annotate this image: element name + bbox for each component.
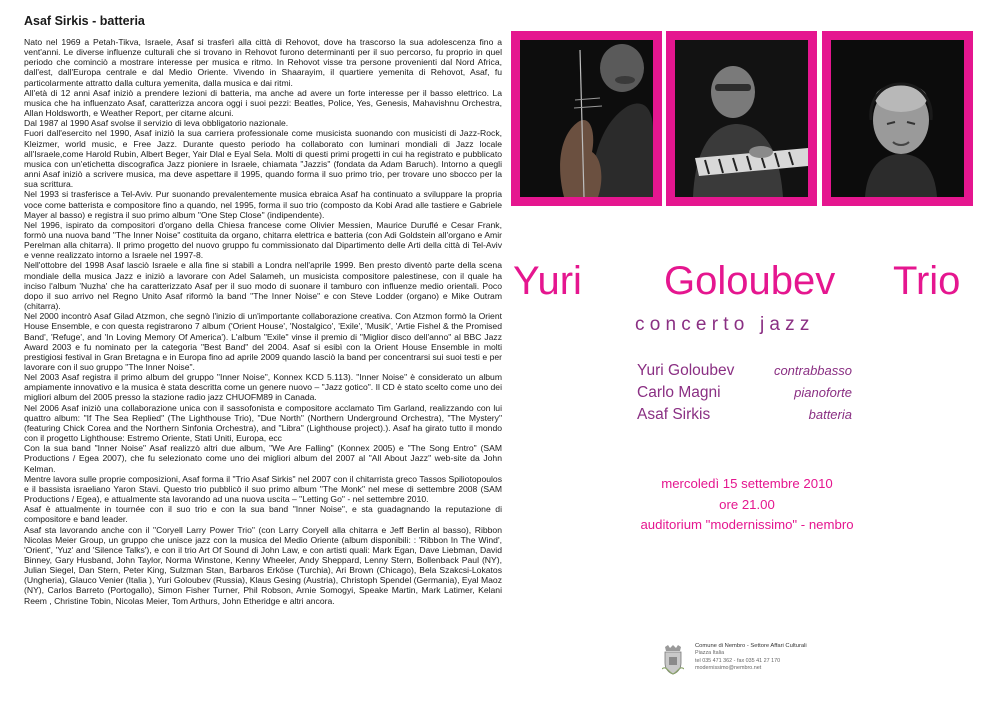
- organizer-phone: tel 035 471 362 - fax 035 41 27 170: [695, 657, 781, 664]
- event-venue: auditorium "modernissimo" - nembro: [640, 517, 854, 532]
- pianist-photo: [675, 40, 808, 197]
- organizer-footer: [659, 634, 859, 682]
- photo-frame: [511, 31, 662, 206]
- organizer-text: [695, 643, 807, 673]
- bio-paragraph: Nel 1996, ispirato da compositori d'organo della Chiesa francese come Olivier Messien, Maurice Duruflé e Cesar Frank, formò una nuova band "The Inner Noise" costituita da organo, chitarra elettrica e batteria (con Adi Goldstein all'organo e Amir Perelman alla chitarra). Il primo progetto del nuovo gruppo fu commissionato dal Dipartimento delle Arti della città di Tel-Aviv e venne realizzato intorno a Israele nel 1997-8.: [24, 219, 502, 261]
- lineup-row: [637, 384, 852, 406]
- title-word: Yuri: [513, 259, 582, 303]
- organizer-address: Piazza Italia: [695, 650, 725, 657]
- bio-paragraph: Nel 2003 Asaf registra il primo album del gruppo "Inner Noise", Konnex KCD 5.113). "Inner Noise" è considerato un album ampiamente innovativo e la musica è stata descritta come un genere nuovo – "Jazz gotico". Il CD è stato scelto come uno dei migliori album del 2005 presso la stazione radio jazz CHUOFM89 in Canada.: [24, 372, 502, 403]
- lineup: [637, 362, 852, 428]
- title-word: Trio: [893, 259, 961, 303]
- bio-paragraph: Con la sua band "Inner Noise" Asaf realizzò altri due album, "We Are Falling" (Konnex 2005) e "The Song Entro" (SAM Productions / Egea 2007), che fu selezionato come uno dei migliori album del 2007 al "All About Jazz" web-site da John Kelman.: [24, 443, 502, 474]
- musician-instrument: pianoforte: [794, 385, 852, 400]
- concert-subtitle: concerto jazz: [635, 314, 815, 335]
- photo-frame: [666, 31, 817, 206]
- lineup-row: [637, 406, 852, 428]
- event-details: [633, 474, 861, 536]
- biography-column: [24, 14, 502, 606]
- bio-paragraph: Asaf sta lavorando anche con il "Coryell Larry Power Trio" (con Larry Coryell alla chitarra e Jeff Berlin al basso), Ribbon Nicolas Meier Group, un gruppo che unisce jazz con la musica del Medio Oriente (album disponibili: : 'Ribbon In The Wind', 'Orient', 'Yuz' and 'Silence Talks'), e con il trio Art Of Sound di John Law, e con artisti quali: Mark Egan, Dave Liebman, David Binney, Gary Husband, John Taylor, Norma Winstone, Kenny Wheeler, Andy Sheppard, Lenny Stern, Bollenback Paul (NY), Julian Siegel, Dan Stern, Peter King, Sulzman Stan, Barbaros Erköse (Turchia), Ari Brown (Chicago), Bela Szakcsi-Lokatos (Ungheria), Glauco Venier (Italia ), Yuri Goloubev (Russia), Klaus Gesing (Austria), Christoph Spendel (Germania), Eyal Maoz (NY), Carlos Barreto (Portogallo), Simon Fisher Turner, Phil Robson, Arnie Somogyi, Speake Martin, Mark Latimer, Kelani Reem , Christine Tobin, Nicolas Meier, Tom Arthurs, John Etheridge e altri ancora.: [24, 524, 502, 606]
- musician-instrument: contrabbasso: [773, 363, 852, 378]
- bio-paragraph: All'età di 12 anni Asaf iniziò a prendere lezioni di batteria, ma anche ad avere un forte interesse per il basso elettrico. La musica che ha influenzato Asaf, caratterizza ancora oggi i suoi pezzi: Beatles, Police, Yes, Genesis, Mahavishnu Orchestra, Allan Holdsworth, e Weather Report, per citarne alcuni.: [24, 87, 502, 119]
- drummer-photo: [831, 40, 964, 197]
- musician-name: Yuri Goloubev: [637, 362, 735, 379]
- bio-paragraph: Asaf è attualmente in tournée con il suo trio e con la sua band "Inner Noise", e sta guadagnando la reputazione di compositore e band leader.: [24, 504, 502, 525]
- title-word: Goloubev: [664, 259, 836, 303]
- concert-title: [513, 256, 971, 306]
- photo-strip: [511, 31, 973, 206]
- bio-paragraph: Dal 1987 al 1990 Asaf svolse il servizio di leva obbligatorio nazionale.: [24, 118, 289, 129]
- organizer-name: Comune di Nembro - Settore Affari Culturali: [695, 643, 807, 649]
- musician-name: Asaf Sirkis: [637, 406, 711, 423]
- musician-name: Carlo Magni: [637, 384, 721, 401]
- bio-paragraph: Fuori dall'esercito nel 1990, Asaf iniziò la sua carriera professionale come musicista suonando con musicisti di Jazz-Rock, Kleizmer, world music, e Free Jazz. Durante questo periodo ha collaborato con luminari mondiali di Jazz locale all'Israele,come Harold Rubin, Albert Beger, Yair Dlal e Eyal Sela. Molti di questi primi progetti in cui ha registrato e pubblicato musica con un'etichetta discografica Jazz pioniere in Israele, chiamata "Jazzis" (fondata da Adam Baruch). Intorno a quegli anni Asaf iniziò a scrivere musica, ma deve aspettare il 1995, quando forma il suo primo trio, per trovare uno sbocco per la sua scrittura.: [24, 128, 502, 190]
- event-date: mercoledì 15 settembre 2010: [661, 476, 833, 491]
- bio-paragraph: Mentre lavora sulle proprie composizioni, Asaf forma il "Trio Asaf Sirkis" nel 2007 con il chitarrista greco Tassos Spiliotopoulos e il bassista israeliano Yaron Stavi. Questo trio pubblicò il suo primo album "The Monk" nel mese di settembre 2008 (SAM Productions / Egea), e attualmente sta lavorando ad una nuova uscita – "Letting Go" - nel settembre 2010.: [24, 473, 502, 505]
- biography-heading: Asaf Sirkis - batteria: [24, 14, 145, 28]
- bio-paragraph: Nato nel 1969 a Petah-Tikva, Israele, Asaf si trasferì alla città di Rehovot, dove ha trascorso la sua adolescenza fino a vent'anni. Le diverse influenze culturali che si trovano in Rehovot furono determinanti per il suo percorso, fu proprio in quel periodo che cominciò a mostrare interesse per musica e ritmo. In Rehovot visse tra persone provenienti dal Nord Africa, dall'est, dall'Europa centrale e dal Medio Oriente. Vivendo in Shaarayim, il quartiere yemenita di Rehovot, Asaf, fu particolarmente attratto dalla cultura yemenita, dalla musica e dai ritmi.: [24, 37, 502, 88]
- bio-paragraph: Nell'ottobre del 1998 Asaf lasciò Israele e alla fine si stabilì a Londra nell'aprile 1999. Ben presto diventò parte della scena mondiale della musica Jazz e iniziò a lavorare con Adel Salameh, un musicista compositore palestinese, con il quale ha inciso l'album 'Nuzha' che ha caratterizzato Asaf per il suo modo di suonare il tamburo con influenze medio orientali. Poco dopo il suo arrivo nel Regno Unito Asaf riformò la band "The Inner Noise" e con Steve Lodder (organo) e Mike Outram (chitarra).: [24, 260, 502, 312]
- musician-instrument: batteria: [808, 407, 852, 422]
- bio-paragraph: Nel 2006 Asaf iniziò una collaborazione unica con il sassofonista e compositore acclamato Tim Garland, realizzando con lui quattro album: "If The Sea Replied" (The Lighthouse Trio), "Due North" (Northern Underground Orchestra), "The Mystery" (featuring Chick Corea and the Northern Sinfonia Orchestra), and "Libra" (Lighthouse project).). Asaf ha girato tutto il mondo con il progetto Lighthouse: Estremo Oriente, Stati Uniti, Europa, ecc: [24, 402, 502, 444]
- lineup-row: [637, 362, 852, 384]
- municipal-crest-icon: [662, 645, 684, 675]
- double-bass-player-photo: [520, 40, 653, 197]
- bio-paragraph: Nel 2000 incontrò Asaf Gilad Atzmon, che segnò l'inizio di un'importante collaborazione creativa. Con Atzmon formò la Orient House Ensemble, e con questa registrarono 7 album ('Orient House', 'Nostalgico', 'Exile', 'Musik', 'Artie Fishel & the Promised Band', 'Refuge', and 'In Loving Memory Of America'). L'album "Exile" vinse il premio di "Miglior disco dell'anno" al BBC Jazz Award 2003 e fu nominato per la categoria "Best Band" del 2004. Asaf si esibì con la Orient House Ensemble in molti prestigiosi festival in Gran Bretagna e in Europa fino ad aprile 2009 quando lasciò la band per concentrarsi sui suoi testi e per lavorare con il suo gruppo "The Inner Noise".: [24, 311, 502, 372]
- organizer-email: modernissimo@nembro.net: [695, 665, 762, 672]
- event-time: ore 21.00: [719, 496, 775, 512]
- photo-frame: [822, 31, 973, 206]
- bio-paragraph: Nel 1993 si trasferisce a Tel-Aviv. Pur suonando prevalentemente musica ebraica Asaf ha continuato a sviluppare la propria voce come batterista e compositore fino a quando, nel 1995, forma il suo trio (composto da Kobi Arad alle tastiere e Gabriele Mayer al basso) e registra il suo primo album "One Step Close" (indipendente).: [24, 189, 502, 220]
